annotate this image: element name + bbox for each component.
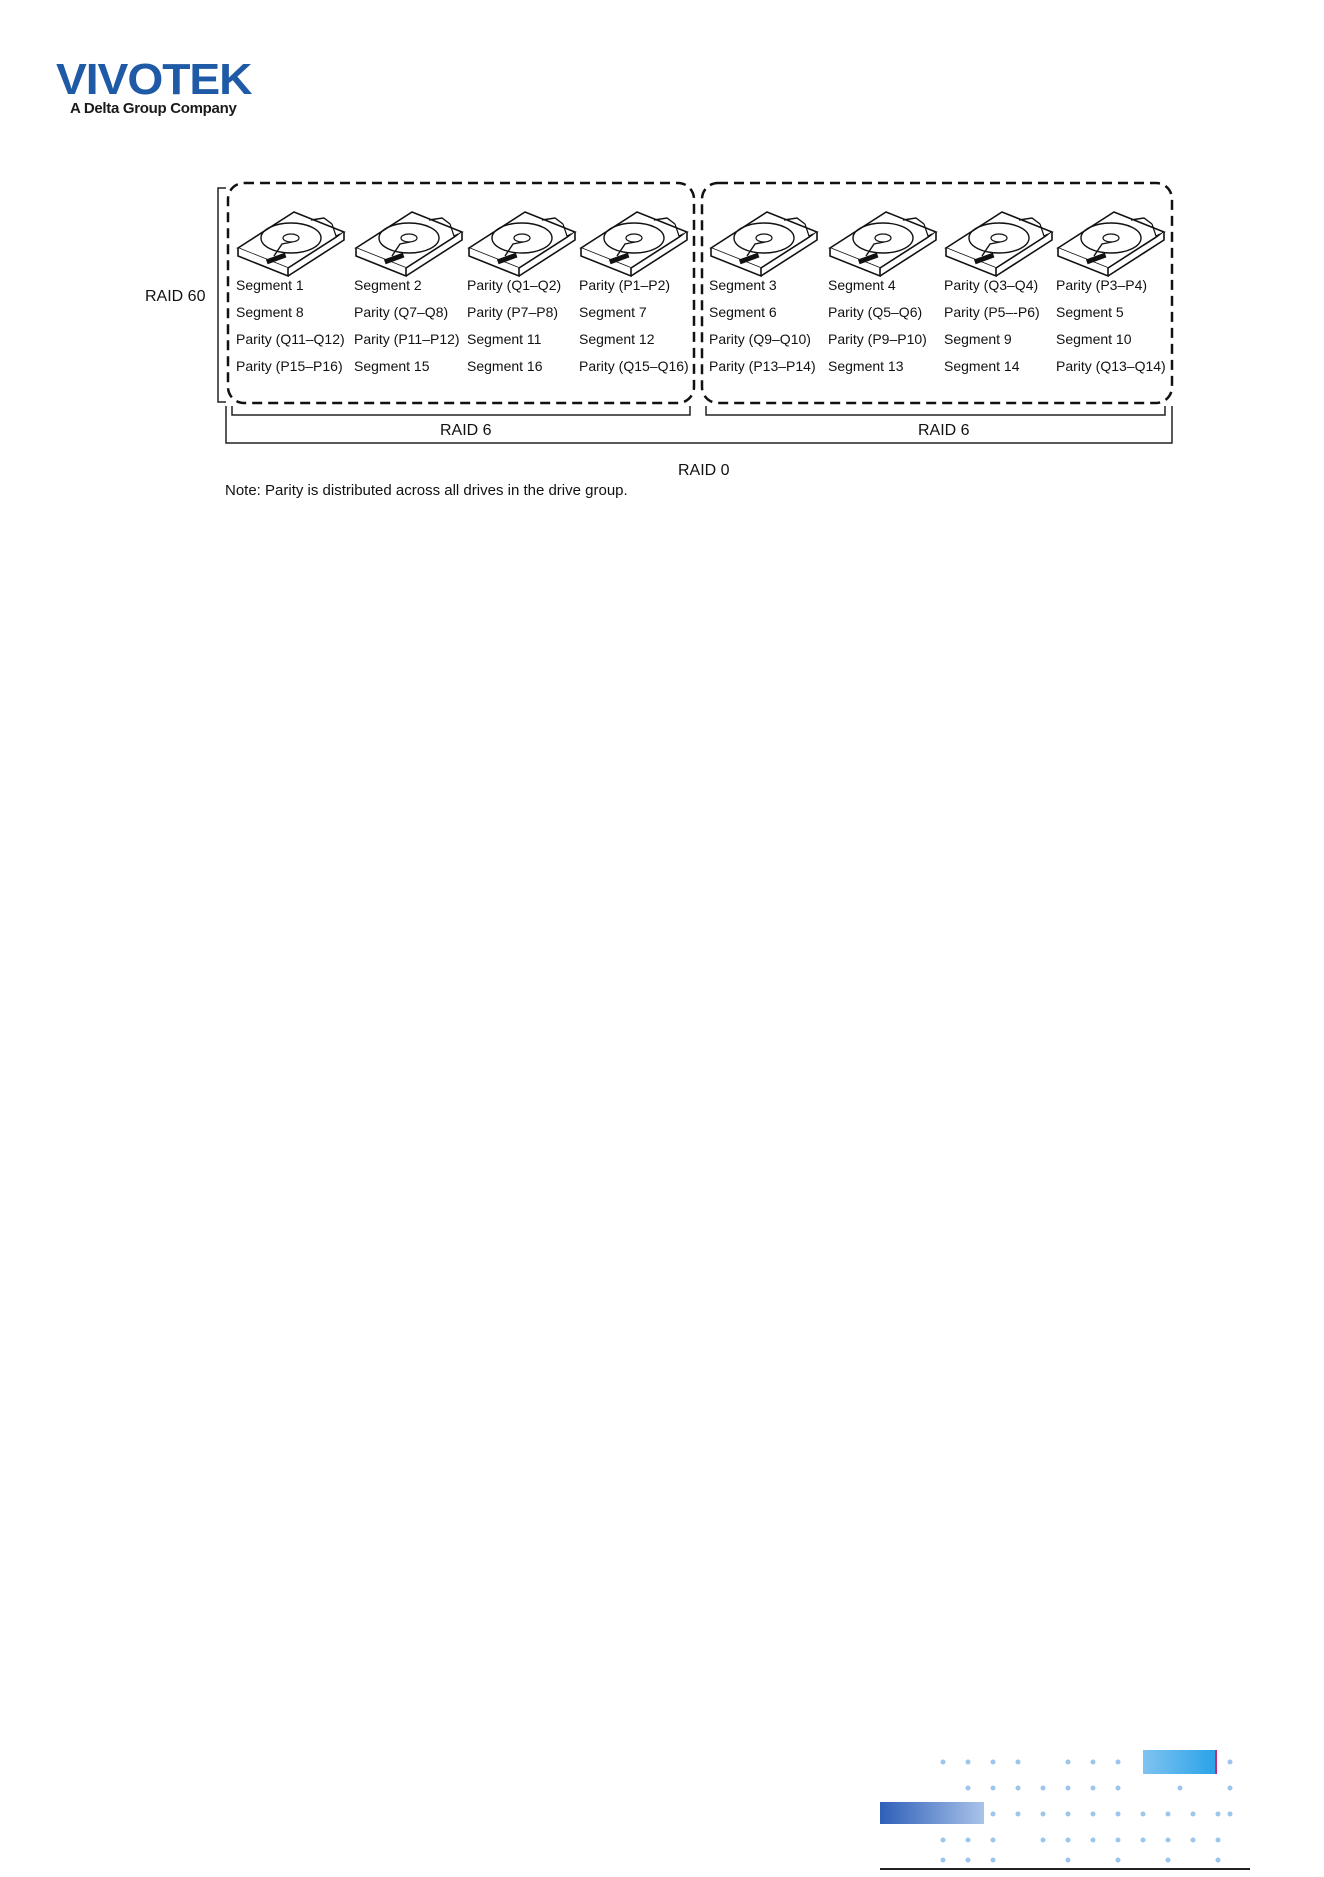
raid6-bracket-1 (232, 406, 690, 415)
drive-segment-label: Parity (P1–P2) (579, 277, 671, 293)
drive-segment-label: Segment 15 (354, 358, 430, 374)
hard-drive-icon (1058, 212, 1164, 276)
drive-segment-label: Segment 16 (467, 358, 543, 374)
raid0-bracket (226, 406, 1172, 443)
drive-segment-label: Segment 12 (579, 331, 655, 347)
drive-segment-label: Segment 11 (467, 331, 542, 347)
drive-segment-label: Parity (Q7–Q8) (354, 304, 449, 320)
drive-segment-label: Parity (Q11–Q12) (236, 331, 345, 347)
diagram-frame (0, 0, 1324, 520)
logo-wordmark: VIVOTEK (56, 55, 252, 104)
hard-drive-icon (946, 212, 1052, 276)
raid0-label: RAID 0 (678, 462, 730, 479)
drive-segment-label: Segment 8 (236, 304, 304, 320)
drive-segment-label: Parity (P15–P16) (236, 358, 343, 374)
hard-drive-icon (469, 212, 575, 276)
drive-segment-label: Segment 1 (236, 277, 304, 293)
drive-segment-label: Parity (P9–P10) (828, 331, 927, 347)
drive-segment-label: Parity (P11–P12) (354, 331, 460, 347)
drive-segment-label: Segment 2 (354, 277, 422, 293)
drive-segment-label: Parity (P5–-P6) (944, 304, 1040, 320)
drive-segment-label: Parity (Q9–Q10) (709, 331, 811, 347)
drive-segment-label: Segment 5 (1056, 304, 1124, 320)
raid60-bracket (218, 188, 226, 402)
hard-drive-icon (711, 212, 817, 276)
drive-segment-label: Parity (Q13–Q14) (1056, 358, 1166, 374)
drive-segment-label: Segment 14 (944, 358, 1020, 374)
footer-decoration (880, 1740, 1250, 1872)
raid60-label: RAID 60 (145, 288, 206, 305)
hard-drive-icon (581, 212, 687, 276)
drive-segment-label: Parity (Q3–Q4) (944, 277, 1039, 293)
drive-segment-label: Segment 7 (579, 304, 647, 320)
drive-segment-label: Parity (P3–P4) (1056, 277, 1148, 293)
drive-segment-label: Parity (Q1–Q2) (467, 277, 562, 293)
parity-note: Note: Parity is distributed across all drives in the drive group. (225, 482, 628, 499)
raid60-diagram (0, 0, 1324, 520)
hard-drive-icon (238, 212, 344, 276)
drive-segment-label: Parity (Q15–Q16) (579, 358, 689, 374)
hard-drive-icon (830, 212, 936, 276)
raid6-label-1: RAID 6 (440, 422, 492, 439)
logo-tagline: A Delta Group Company (70, 100, 237, 117)
hard-drive-icon (356, 212, 462, 276)
drive-segment-label: Parity (P7–P8) (467, 304, 559, 320)
drive-segment-label: Segment 3 (709, 277, 777, 293)
drive-segment-label: Segment 10 (1056, 331, 1132, 347)
drive-segment-label: Segment 13 (828, 358, 904, 374)
raid6-label-2: RAID 6 (918, 422, 970, 439)
footer-pattern (880, 1740, 1250, 1872)
drive-segment-label: Parity (P13–P14) (709, 358, 816, 374)
drive-segment-label: Segment 9 (944, 331, 1012, 347)
drive-segment-label: Parity (Q5–Q6) (828, 304, 923, 320)
drive-segment-label: Segment 4 (828, 277, 896, 293)
raid6-bracket-2 (706, 406, 1165, 415)
drive-segment-label: Segment 6 (709, 304, 777, 320)
